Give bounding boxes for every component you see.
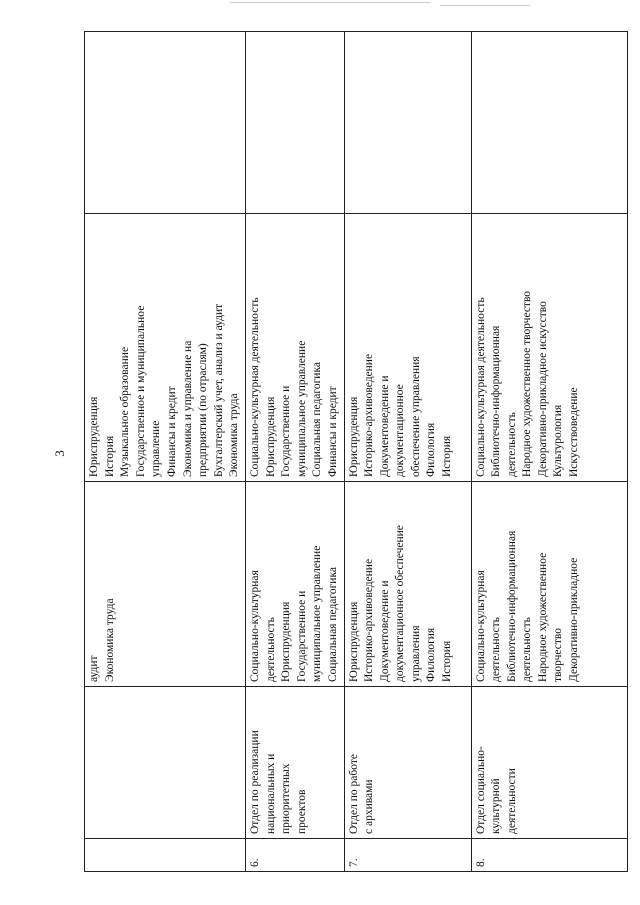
specialty-line: Историко-архивоведение <box>363 558 376 682</box>
empty-cell <box>344 32 471 214</box>
specialty-line: документационное обеспечение <box>394 525 407 682</box>
scan-artifact-right <box>440 5 530 6</box>
specialty-line: Библиотечно-информационная <box>505 530 518 682</box>
empty-cell <box>85 32 246 214</box>
specialty-line: деятельность <box>521 617 534 682</box>
empty-cell <box>471 32 627 214</box>
specialties-a-cell <box>344 482 471 687</box>
department-line: с архивами <box>363 779 376 834</box>
department-line: деятельности <box>505 768 518 834</box>
department-line: культурной <box>490 778 503 834</box>
specialty-line: История <box>441 435 454 477</box>
specialty-line: деятельность <box>505 412 518 477</box>
specialty-line: обеспечение управления <box>409 356 422 477</box>
specialty-line: Бухгалтерский учет, анализ и аудит <box>212 303 225 477</box>
page-number: 3 <box>51 450 67 457</box>
scan-artifact-top <box>230 2 430 3</box>
specialty-line: муниципальное управление <box>295 340 308 477</box>
specialty-line: Юриспруденция <box>347 396 360 477</box>
table-row <box>245 32 344 872</box>
department-line: Отдел по работе <box>347 754 360 834</box>
specialty-line: аудит <box>88 655 100 682</box>
specialty-line: Филология <box>425 627 438 682</box>
department-line: Отдел по реализации <box>248 730 261 834</box>
specialties-a-cell <box>85 482 246 687</box>
empty-cell <box>245 32 344 214</box>
specialty-line: Юриспруденция <box>347 601 360 682</box>
specialties-b-cell <box>344 214 471 482</box>
specialty-line: Юриспруденция <box>88 396 100 477</box>
table-row <box>471 32 627 872</box>
specialties-a-cell <box>245 482 344 687</box>
rotated-table-container <box>84 32 604 872</box>
department-cell <box>85 687 246 839</box>
specialty-line: творчество <box>552 628 565 682</box>
row-number-cell <box>85 839 246 872</box>
specialty-line: Историко-архивоведение <box>363 353 376 477</box>
department-cell <box>471 687 627 839</box>
specialty-line: Юриспруденция <box>264 396 277 477</box>
specialty-line: Социально-культурная <box>474 570 487 682</box>
row-number-cell: 7. <box>344 839 471 872</box>
department-line: приоритетных <box>280 763 293 834</box>
specialty-line: Экономика и управление на <box>181 340 194 477</box>
specialty-line: Искусствоведение <box>568 387 581 477</box>
table-row <box>344 32 471 872</box>
specialties-b-cell <box>85 214 246 482</box>
specialty-line: Документоведение и <box>378 375 391 477</box>
specialty-line: предприятии (по отраслям) <box>197 343 210 477</box>
specialty-line: Народное художественное творчество <box>521 290 534 477</box>
specialty-line: документационное <box>394 384 407 477</box>
specialty-line: Юриспруденция <box>280 601 293 682</box>
specialties-b-cell <box>245 214 344 482</box>
specialty-line: Библиотечно-информационная <box>490 325 503 477</box>
specialty-line: Государственное и <box>280 385 293 477</box>
specialty-line: Финансы и кредит <box>326 386 339 477</box>
specialty-line: Социальная педагогика <box>311 362 324 477</box>
specialty-line: Декоративно-прикладное искусство <box>536 301 549 477</box>
specialty-line: Социально-культурная деятельность <box>248 297 261 477</box>
specialty-line: Социально-культурная <box>248 570 261 682</box>
specialty-line: Музыкальное образование <box>119 346 132 477</box>
specialty-line: История <box>103 435 116 477</box>
specialty-line: Народное художественное <box>536 552 549 682</box>
department-cell <box>344 687 471 839</box>
specialty-line: Филология <box>425 422 438 477</box>
specialty-line: Культурология <box>552 404 565 477</box>
specialty-line: Декоративно-прикладное <box>568 557 581 682</box>
specialty-line: Социально-культурная деятельность <box>474 297 487 477</box>
specialties-table <box>84 31 628 872</box>
specialty-line: Государственное и муниципальное <box>134 305 147 477</box>
row-number-cell: 6. <box>245 839 344 872</box>
department-cell <box>245 687 344 839</box>
specialty-line: управления <box>409 625 422 682</box>
table-row <box>85 32 246 872</box>
specialties-a-cell <box>471 482 627 687</box>
specialty-line: История <box>441 640 454 682</box>
specialty-line: управление <box>150 420 163 477</box>
specialty-line: муниципальное управление <box>311 545 324 682</box>
row-number-cell: 8. <box>471 839 627 872</box>
specialty-line: деятельность <box>264 617 277 682</box>
specialties-b-cell <box>471 214 627 482</box>
specialty-line: Государственное и <box>295 590 308 682</box>
specialty-line: Социальная педагогика <box>326 567 339 682</box>
department-line: Отдел социально- <box>474 746 487 834</box>
department-line: проектов <box>295 789 308 834</box>
department-line: национальных и <box>264 753 277 834</box>
specialty-line: Экономика труда <box>103 598 116 682</box>
specialty-line: Экономика труда <box>228 393 241 477</box>
specialty-line: Документоведение и <box>378 580 391 682</box>
specialty-line: Финансы и кредит <box>165 386 178 477</box>
specialty-line: деятельность <box>490 617 503 682</box>
